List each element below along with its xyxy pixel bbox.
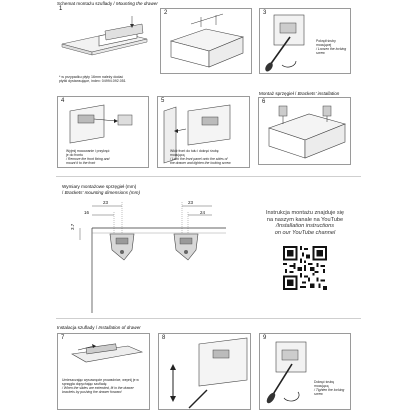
step-4-panel (57, 96, 149, 168)
brackets-install-drawing (259, 98, 351, 165)
step-number: 3 (263, 10, 267, 16)
step-7-caption: Umieszczając wysuwnęcie prowadnice, wepnij je w sprzęgła dopychając szufladę / When the slides are extended, fit in the drawer brackets by pushing the drawer forward (62, 378, 139, 394)
step-5-caption: Włóż front do tułu i dokręć śrubę mocującą / Lock the front panel onto the sides of the drawer and tighten the locking screw (170, 149, 231, 165)
step-2-panel (160, 8, 252, 74)
step-9-panel (259, 333, 351, 410)
step-8-panel (158, 333, 251, 410)
step-number: 7 (61, 335, 65, 341)
dimension-label: 16 (84, 210, 90, 215)
section-title-mounting: Schemat montażu szuflady / Mounting the drawer (57, 1, 158, 6)
step-number: 4 (61, 98, 65, 104)
height-adjust-drawing (159, 334, 251, 410)
section-title-dimensions: Wymiary montażowe sprzęgieł (mm) / Brackets' mounting dimensions (mm) (62, 184, 140, 195)
dimension-label: 23 (103, 200, 109, 205)
fit-drawer-brackets-drawing (58, 334, 150, 410)
step-number: 9 (263, 335, 267, 341)
step-9-caption: Dokręć śrubę mocującą / Tighten the locking screw (314, 380, 345, 396)
spacer-plate-note: * w przypadku płyty 16mm należy dodać płytki dystansujące, index: 04994.092.051 (59, 75, 126, 84)
step-3-panel (259, 8, 351, 74)
dimension-label: 24 (200, 210, 206, 215)
section-title-drawer-install: Instalacja szuflady / Installation of drawer (57, 325, 141, 330)
step-6-panel (258, 97, 351, 165)
step-5-panel (157, 96, 250, 168)
drawer-assembly-drawing (57, 6, 152, 68)
step-7-panel (57, 333, 150, 410)
step-number: 1 (59, 6, 63, 12)
dimension-label: 23 (188, 200, 194, 205)
youtube-instructions-text: Instrukcja montażu znajduje się na naszym kanale na YouTube /Installation instructions on our YouTube channel (265, 210, 345, 236)
section-divider (56, 176, 361, 177)
step-4-caption: Wyjmij mocowanie i przykręć je do frontu / Remove the front fixing and mount it to the front (66, 149, 110, 165)
step-number: 5 (161, 98, 165, 104)
qr-code-icon[interactable] (283, 246, 327, 290)
step-3-caption: Pokrętł śruby mocującej / Loosen the locking screw (316, 39, 347, 55)
drawer-box-drawing (161, 9, 252, 74)
section-title-brackets-install: Montaż sprzęgieł / Brackets' installation (259, 91, 340, 96)
tighten-screw-drawing (260, 334, 351, 410)
step-1-illustration (57, 6, 152, 68)
step-number: 8 (162, 335, 166, 341)
section-divider (56, 318, 361, 319)
dimension-label: 3.7 (70, 223, 75, 230)
step-number: 2 (164, 10, 168, 16)
bracket-dimensions-drawing (76, 198, 226, 313)
step-number: 6 (262, 99, 266, 105)
